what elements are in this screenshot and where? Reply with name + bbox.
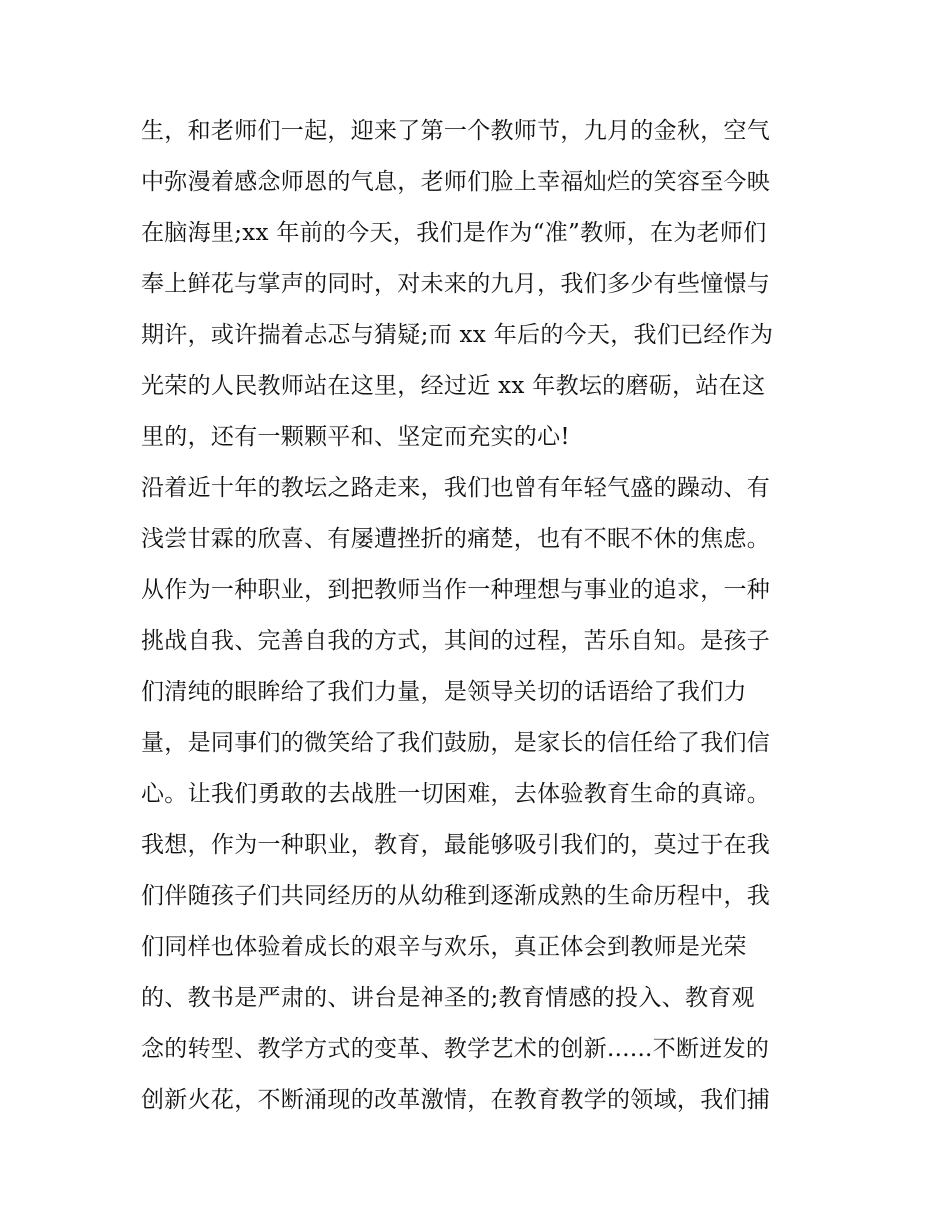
- text-line: 念的转型、教学方式的变革、教学艺术的创新......不断迸发的: [141, 1036, 770, 1062]
- text-line: 中弥漫着感念师恩的气息，老师们脸上幸福灿烂的笑容至今映: [141, 169, 771, 195]
- text-line: 奉上鲜花与掌声的同时，对未来的九月，我们多少有些憧憬与: [141, 271, 771, 297]
- text-line: 沿着近十年的教坛之路走来，我们也曾有年轻气盛的躁动、有: [141, 475, 771, 501]
- text-line: 光荣的人民教师站在这里，经过近 xx 年教坛的磨砺，站在这: [141, 373, 766, 399]
- text-line: 们同样也体验着成长的艰辛与欢乐，真正体会到教师是光荣: [141, 934, 747, 960]
- text-line: 期许，或许揣着忐忑与猜疑;而 xx 年后的今天，我们已经作为: [141, 322, 774, 348]
- text-line: 创新火花，不断涌现的改革激情，在教育教学的领域，我们捕: [141, 1087, 771, 1113]
- text-line: 们清纯的眼眸给了我们力量，是领导关切的话语给了我们力: [141, 679, 747, 705]
- text-line: 里的，还有一颗颗平和、坚定而充实的心!: [141, 424, 570, 450]
- text-line: 浅尝甘霖的欣喜、有屡遭挫折的痛楚，也有不眠不休的焦虑。: [141, 526, 771, 552]
- text-line: 们伴随孩子们共同经历的从幼稚到逐渐成熟的生命历程中，我: [141, 883, 771, 909]
- text-line: 挑战自我、完善自我的方式，其间的过程，苦乐自知。是孩子: [141, 628, 771, 654]
- body-text: [141, 108, 821, 1128]
- text-line: 从作为一种职业，到把教师当作一种理想与事业的追求，一种: [141, 577, 771, 603]
- text-line: 的、教书是严肃的、讲台是神圣的;教育情感的投入、教育观: [141, 985, 755, 1011]
- text-line: 生，和老师们一起，迎来了第一个教师节，九月的金秋，空气: [141, 118, 771, 144]
- text-line: 心。让我们勇敢的去战胜一切困难，去体验教育生命的真谛。: [141, 781, 771, 807]
- text-line: 我想，作为一种职业，教育，最能够吸引我们的，莫过于在我: [141, 832, 771, 858]
- text-line: 在脑海里;xx 年前的今天，我们是作为“准”教师，在为老师们: [141, 220, 767, 246]
- text-line: 量，是同事们的微笑给了我们鼓励，是家长的信任给了我们信: [141, 730, 771, 756]
